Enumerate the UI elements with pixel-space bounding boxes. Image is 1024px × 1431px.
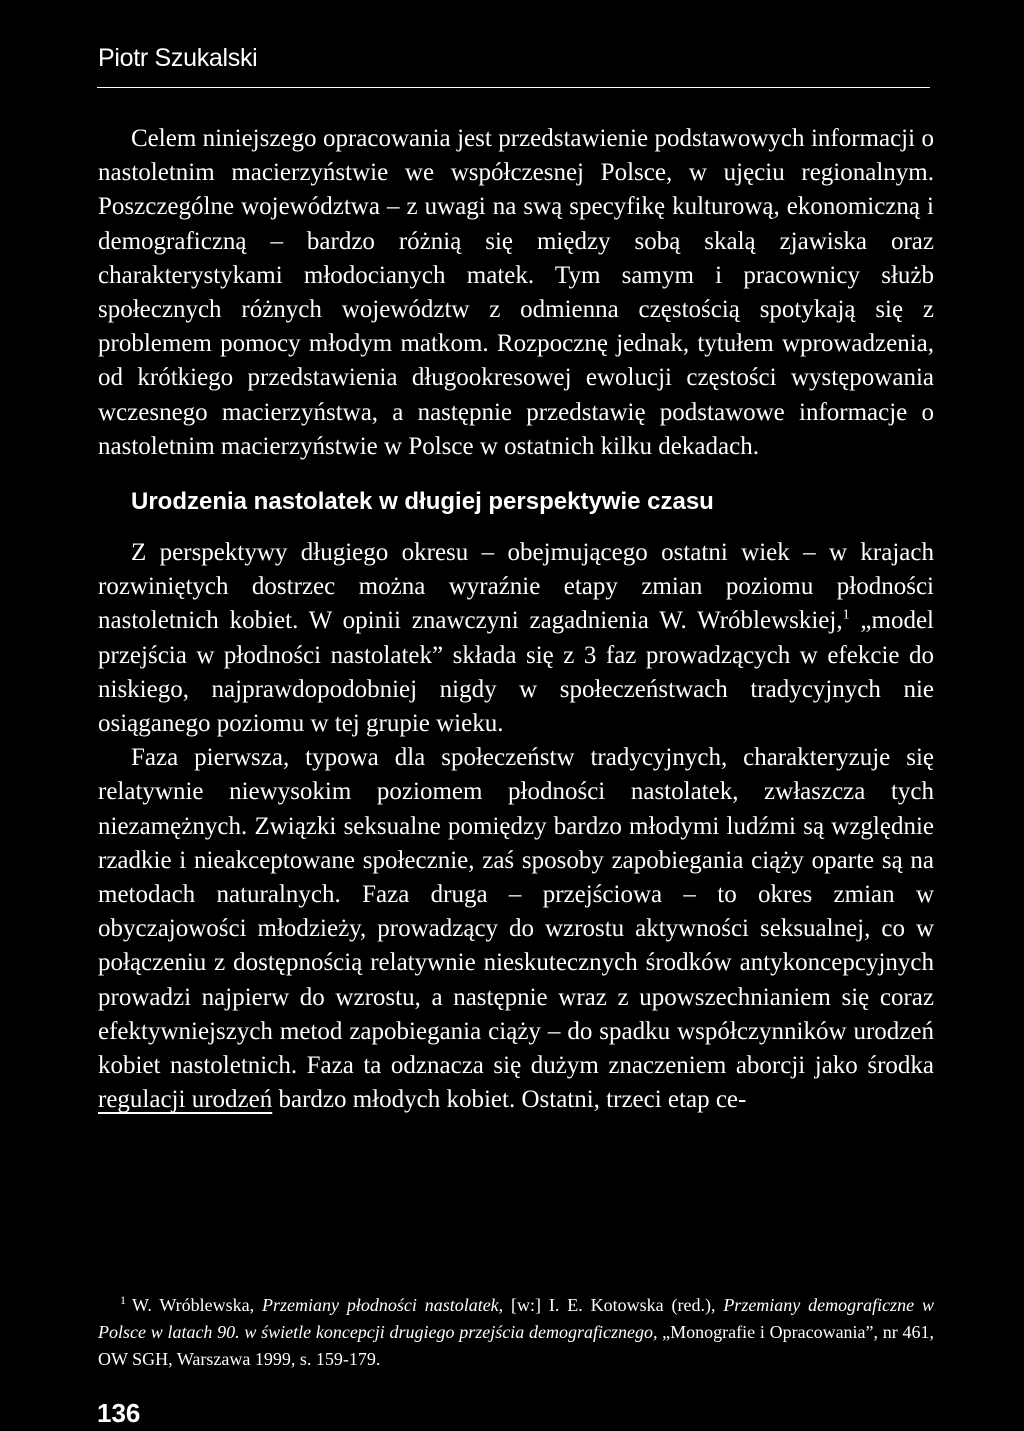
- underlined-phrase: regulacji urodzeń: [98, 1086, 273, 1114]
- page-number: 136: [97, 1398, 141, 1428]
- footnote-title-1: Przemiany płodności nastolatek,: [261, 1295, 504, 1315]
- section-paragraph-1: [98, 536, 934, 741]
- footnote: [98, 1292, 934, 1373]
- section-paragraph-2: [98, 741, 934, 1117]
- section-paragraph-1-continuation: „model przejścia w płodności nastolatek” składa się z 3 faz prowadzących w efekcie do niskiego, najprawdopodobniej nigdy w społeczeństwach tradycyjnych nie osiąganego poziomu w tej grupie wieku.: [98, 607, 934, 738]
- footnote-mark: 1: [120, 1293, 126, 1307]
- section-paragraph-2-text: Faza pierwsza, typowa dla społeczeństw tradycyjnych, charakteryzuje się relatywnie niewysokim poziomem płodności nastolatek, zwłaszcza tych niezamężnych. Związki seksualne pomiędzy bardzo młodymi ludźmi są względnie rzadkie i nieakceptowane społecznie, zaś sposoby zapobiegania ciąży oparte są na metodach naturalnych. Faza druga – przejściowa – to okres zmian w obyczajowości młodzieży, prowadzący do wzrostu aktywności seksualnej, co w połączeniu z dostępnością relatywnie nieskutecznych środków antykoncepcyjnych prowadzi najpierw do wzrostu, a następnie wraz z upowszechnianiem się coraz efektywniejszych metod zapobiegania ciąży – do spadku współczynników urodzeń kobiet nastoletnich. Faza ta odznacza się dużym znaczeniem aborcji jako środka: [98, 744, 934, 1080]
- footnote-rest: „Monografie i Opracowania”, nr 461, OW SGH, Warszawa 1999, s. 159-179.: [98, 1322, 934, 1369]
- footnote-mid: [w:] I. E. Kotowska (red.),: [503, 1295, 724, 1315]
- running-head: Piotr Szukalski: [98, 44, 258, 72]
- section-paragraph-1-text: Z perspektywy długiego okresu – obejmującego ostatni wiek – w krajach rozwiniętych dostrzec można wyraźnie etapy zmian poziomu płodności nastoletnich kobiet. W opinii znawczyni zagadnienia W. Wróblewskiej,: [98, 539, 934, 635]
- body-text: [98, 122, 934, 1117]
- section-paragraph-2-end: bardzo młodych kobiet. Ostatni, trzeci etap ce-: [272, 1086, 747, 1114]
- section-heading: Urodzenia nastolatek w długiej perspektywie czasu: [131, 488, 714, 516]
- footnote-title-2: Przemiany demograficzne w Polsce w latach 90. w świetle koncepcji drugiego przejścia demograficznego,: [98, 1295, 935, 1342]
- footnote-author: W. Wróblewska,: [132, 1295, 262, 1315]
- header-rule: [97, 87, 930, 88]
- footnote-reference[interactable]: 1: [842, 608, 850, 624]
- intro-paragraph: Celem niniejszego opracowania jest przedstawienie podstawowych informacji o nastoletnim macierzyństwie we współczesnej Polsce, w ujęciu regionalnym. Poszczególne województwa – z uwagi na swą specyfikę kulturową, ekonomiczną i demograficzną – bardzo różnią się między sobą skalą zjawiska oraz charakterystykami młodocianych matek. Tym samym i pracownicy służb społecznych różnych województw z odmienna częstością spotykają się z problemem pomocy młodym matkom. Rozpocznę jednak, tytułem wprowadzenia, od krótkiego przedstawienia długookresowej ewolucji częstości występowania wczesnego macierzyństwa, a następnie przedstawię podstawowe informacje o nastoletnim macierzyństwie w Polsce w ostatnich kilku dekadach.: [98, 125, 934, 460]
